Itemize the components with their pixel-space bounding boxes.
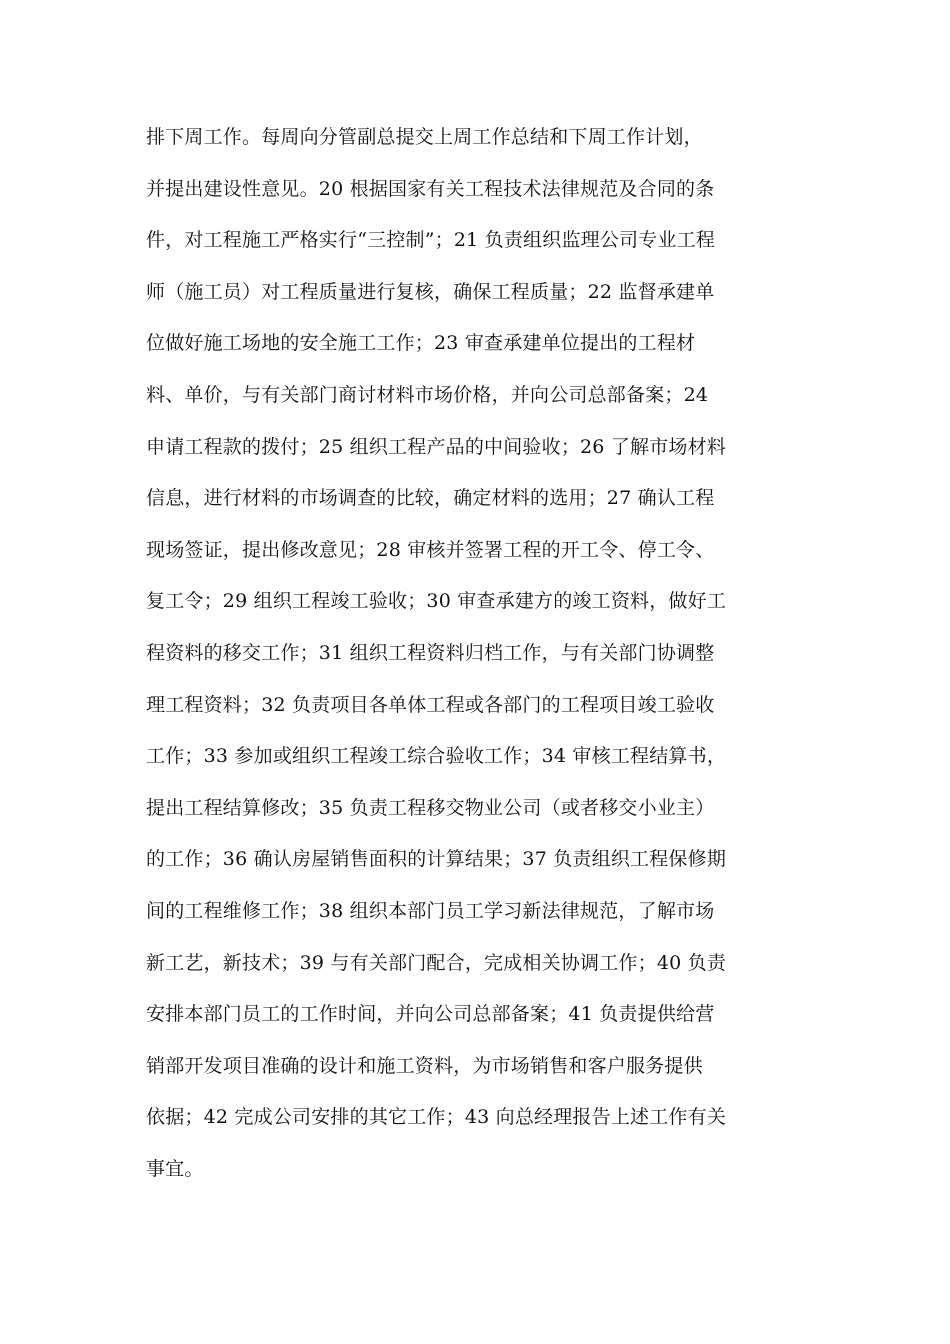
text-line: 提出工程结算修改；35 负责工程移交物业公司（或者移交小业主） <box>146 796 715 819</box>
text-line: 件，对工程施工严格实行“三控制”；21 负责组织监理公司专业工程 <box>146 229 716 252</box>
text-line: 理工程资料；32 负责项目各单体工程或各部门的工程项目竣工验收 <box>146 693 715 716</box>
text-line: 申请工程款的拨付；25 组织工程产品的中间验收；26 了解市场材料 <box>146 435 727 458</box>
text-line: 排下周工作。每周向分管副总提交上周工作总结和下周工作计划， <box>146 126 703 148</box>
text-line: 的工作；36 确认房屋销售面积的计算结果；37 负责组织工程保修期 <box>146 848 727 871</box>
text-line: 安排本部门员工的工作时间，并向公司总部备案；41 负责提供给营 <box>146 1003 715 1026</box>
text-line: 新工艺，新技术；39 与有关部门配合，完成相关协调工作；40 负责 <box>146 951 727 974</box>
text-line: 程资料的移交工作；31 组织工程资料归档工作，与有关部门协调整 <box>146 641 715 664</box>
text-line: 依据；42 完成公司安排的其它工作；43 向总经理报告上述工作有关 <box>146 1106 727 1129</box>
text-line: 销部开发项目准确的设计和施工资料，为市场销售和客户服务提供 <box>146 1054 703 1077</box>
text-line: 间的工程维修工作；38 组织本部门员工学习新法律规范，了解市场 <box>146 899 715 922</box>
text-line: 事宜。 <box>146 1157 204 1180</box>
text-line: 现场签证，提出修改意见；28 审核并签署工程的开工令、停工令、 <box>146 538 715 561</box>
body-paragraph <box>146 112 826 1195</box>
text-line: 料、单价，与有关部门商讨材料市场价格，并向公司总部备案；24 <box>146 383 709 406</box>
text-line: 师（施工员）对工程质量进行复核，确保工程质量；22 监督承建单 <box>146 280 715 303</box>
text-line: 位做好施工场地的安全施工工作；23 审查承建单位提出的工程材 <box>146 332 696 355</box>
text-line: 并提出建设性意见。20 根据国家有关工程技术法律规范及合同的条 <box>146 177 715 200</box>
text-line: 工作；33 参加或组织工程竣工综合验收工作；34 审核工程结算书， <box>146 745 727 768</box>
text-line: 复工令；29 组织工程竣工验收；30 审查承建方的竣工资料，做好工 <box>146 590 727 613</box>
text-line: 信息，进行材料的市场调查的比较，确定材料的选用；27 确认工程 <box>146 487 715 510</box>
